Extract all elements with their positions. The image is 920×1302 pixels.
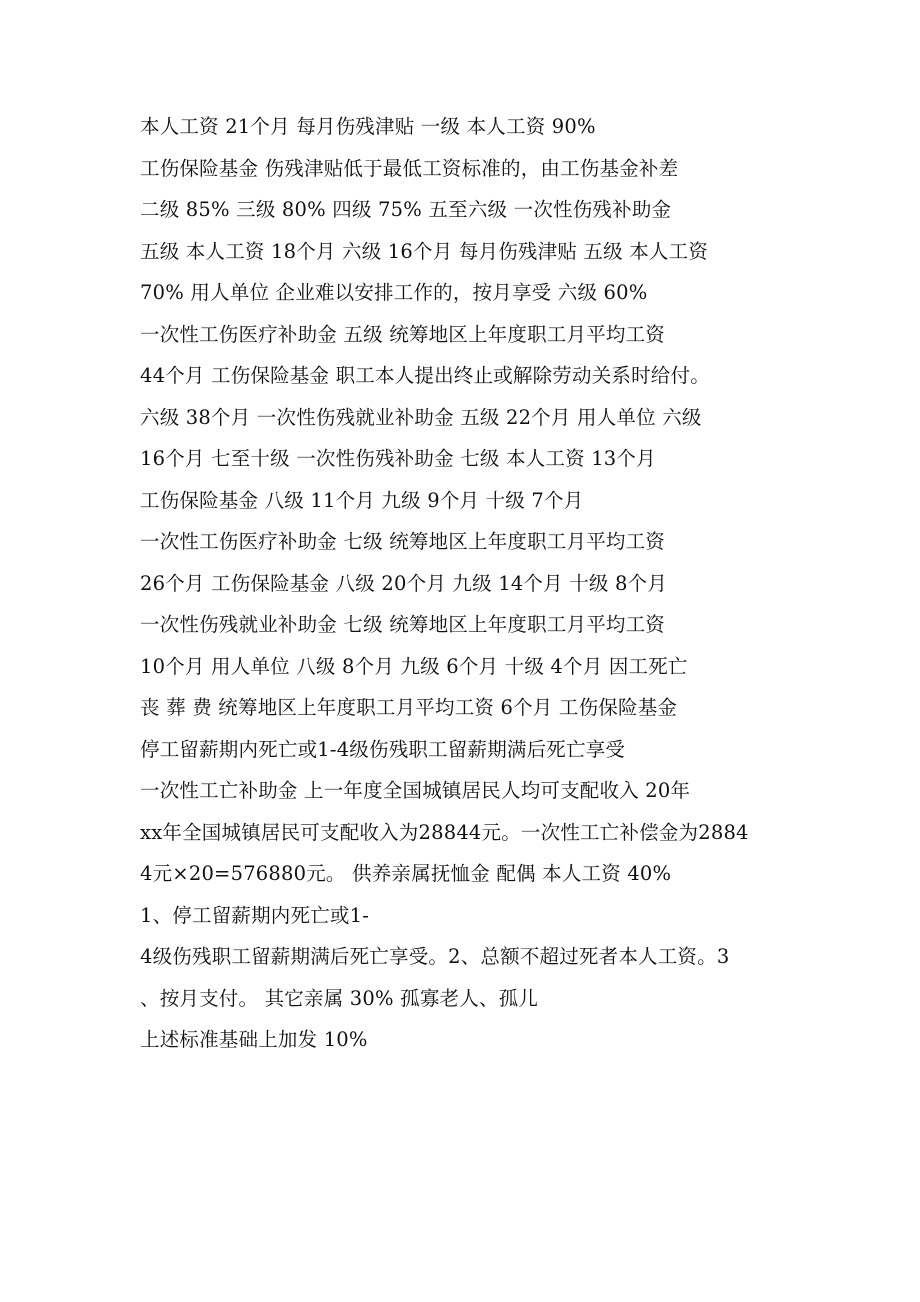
text-line: 44个月 工伤保险基金 职工本人提出终止或解除劳动关系时给付。 — [140, 364, 710, 387]
text-line: 本人工资 21个月 每月伤残津贴 一级 本人工资 90% — [140, 115, 596, 138]
text-line: xx年全国城镇居民可支配收入为28844元。一次性工亡补偿金为2884 — [140, 820, 749, 844]
text-line: 4元×20=576880元。 供养亲属抚恤金 配偶 本人工资 40% — [140, 862, 672, 885]
text-line: 停工留薪期内死亡或1-4级伤残职工留薪期满后死亡享受 — [140, 737, 626, 761]
text-line: 26个月 工伤保险基金 八级 20个月 九级 14个月 十级 8个月 — [140, 571, 668, 595]
document-body — [140, 110, 790, 1065]
text-line: 工伤保险基金 八级 11个月 九级 9个月 十级 7个月 — [140, 488, 584, 512]
text-line: 、按月支付。 其它亲属 30% 孤寡老人、孤儿 — [140, 986, 539, 1010]
text-line: 一次性工亡补助金 上一年度全国城镇居民人均可支配收入 20年 — [140, 779, 691, 802]
text-line: 一次性工伤医疗补助金 七级 统筹地区上年度职工月平均工资 — [140, 530, 665, 553]
text-line: 上述标准基础上加发 10% — [140, 1028, 368, 1051]
text-line: 70% 用人单位 企业难以安排工作的，按月享受 六级 60% — [140, 281, 648, 304]
text-line: 五级 本人工资 18个月 六级 16个月 每月伤残津贴 五级 本人工资 — [140, 239, 709, 263]
text-line: 工伤保险基金 伤残津贴低于最低工资标准的，由工伤基金补差 — [140, 156, 679, 180]
text-line: 1、停工留薪期内死亡或1- — [140, 903, 370, 927]
text-line: 二级 85% 三级 80% 四级 75% 五至六级 一次性伤残补助金 — [140, 198, 672, 221]
text-line: 10个月 用人单位 八级 8个月 九级 6个月 十级 4个月 因工死亡 — [140, 654, 688, 678]
text-line: 六级 38个月 一次性伤残就业补助金 五级 22个月 用人单位 六级 — [140, 405, 702, 429]
text-line: 4级伤残职工留薪期满后死亡享受。2、总额不超过死者本人工资。3 — [140, 945, 730, 968]
text-line: 一次性工伤医疗补助金 五级 统筹地区上年度职工月平均工资 — [140, 322, 665, 346]
text-line: 一次性伤残就业补助金 七级 统筹地区上年度职工月平均工资 — [140, 613, 665, 636]
text-line: 16个月 七至十级 一次性伤残补助金 七级 本人工资 13个月 — [140, 447, 656, 470]
text-line: 丧 葬 费 统筹地区上年度职工月平均工资 6个月 工伤保险基金 — [140, 696, 678, 719]
